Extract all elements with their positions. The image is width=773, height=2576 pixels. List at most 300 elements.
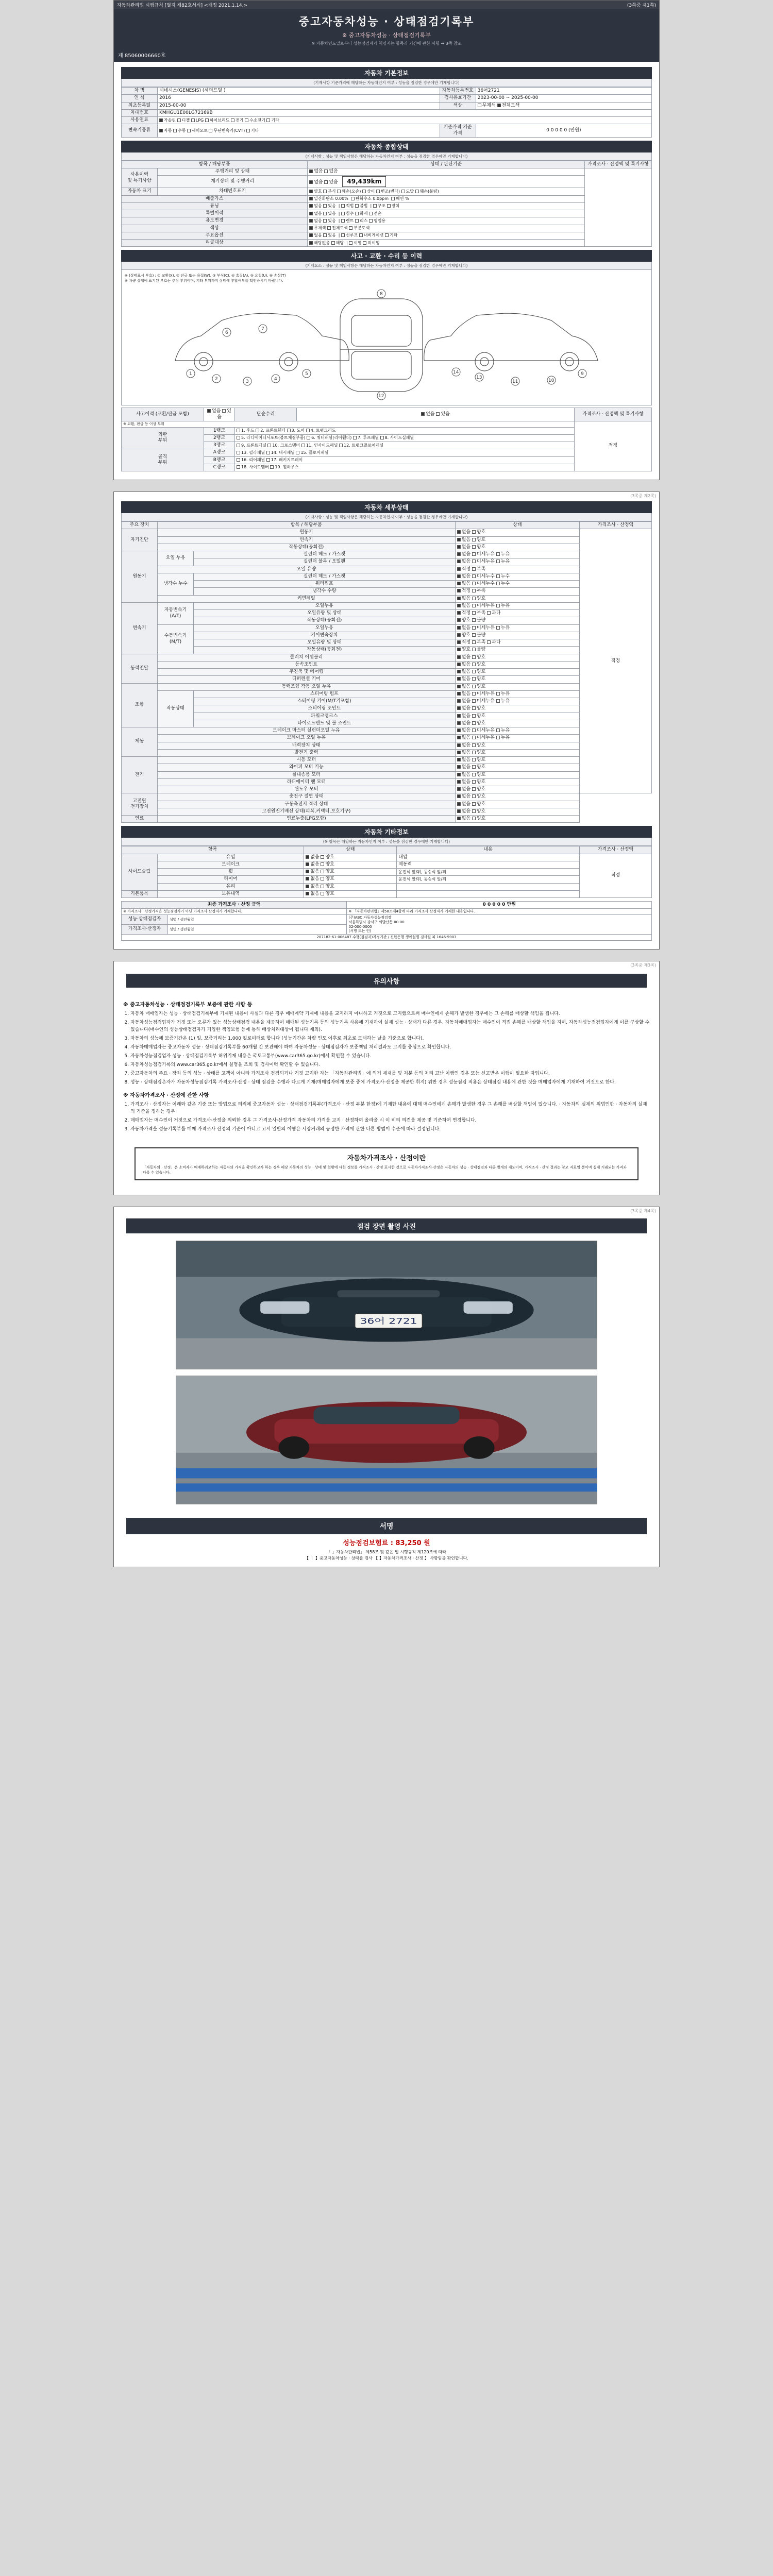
checkbox-tuning-none[interactable]: [309, 204, 313, 208]
checkbox-history-yes[interactable]: [324, 170, 328, 173]
checkbox-part-sidemember[interactable]: [237, 465, 240, 469]
checkbox-use-rent[interactable]: [341, 219, 345, 223]
checkbox-part-roofpanel[interactable]: [353, 436, 357, 439]
table-row: [122, 735, 652, 742]
checkbox-clutch-none[interactable]: [457, 655, 461, 659]
checkbox-steerpump-none[interactable]: [457, 692, 461, 696]
table-row: [122, 778, 652, 786]
checkbox-waterpump-leak[interactable]: [496, 582, 500, 585]
detail-sub-tierod: 타이로드엔드 및 볼 조인트: [194, 720, 456, 727]
checkbox-fuelleak-good[interactable]: [472, 817, 476, 820]
accident-rank-1: 1랭크: [204, 427, 235, 434]
checkbox-trans-auto[interactable]: [159, 129, 163, 132]
checkbox-eng-block-leak[interactable]: [496, 560, 500, 563]
checkbox-opt-yes[interactable]: [323, 233, 327, 237]
accident-legend-2: ※ 차량 상태에 표기된 부호는 추정 부위이며, 기타 부위까지 상태에 부합여부를 확인하시기 바랍니다.: [125, 279, 283, 283]
table-row: [122, 661, 652, 668]
checkbox-at-op-bad[interactable]: [472, 618, 476, 622]
checkbox-clutch-good[interactable]: [472, 655, 476, 659]
checkbox-part-floorpanel[interactable]: [296, 451, 299, 454]
checkbox-simple-yes[interactable]: [436, 412, 440, 416]
checkbox-mt-leak-leak[interactable]: [496, 626, 500, 630]
checkbox-eng-head-micro[interactable]: [472, 552, 476, 556]
checkbox-tuning-illegal[interactable]: [355, 204, 359, 208]
table-row: [122, 449, 652, 456]
checkbox-sd-idle-none[interactable]: [457, 545, 461, 549]
checkbox-glass-none[interactable]: [306, 885, 309, 888]
overall-cat-color: 색상: [122, 225, 308, 232]
table-row: [122, 210, 652, 217]
accident-group-exterior: 외판 부위: [122, 427, 204, 449]
checkbox-mt-oil-low[interactable]: [472, 640, 476, 644]
checkbox-cool-head-leak[interactable]: [496, 574, 500, 578]
accident-diagram-area: [121, 270, 652, 405]
checkbox-use-business[interactable]: [369, 219, 373, 223]
checkbox-blower-good[interactable]: [472, 773, 476, 776]
detail-item-windowmotor: 윈도우 모터: [158, 786, 456, 793]
checkbox-part-door[interactable]: [287, 429, 291, 432]
detail-state-tierod: 없음 양호: [455, 720, 579, 727]
checkbox-radiatorfan-none[interactable]: [457, 780, 461, 784]
table-row: [122, 188, 652, 195]
checkbox-simple-none[interactable]: [421, 412, 425, 416]
photos-header: 점검 장면 촬영 사진: [126, 1218, 647, 1233]
checkbox-eng-block-none[interactable]: [457, 560, 461, 563]
checkbox-recall-notdone[interactable]: [363, 241, 366, 245]
checkbox-use-yes[interactable]: [323, 219, 327, 223]
detail-state-steergear: 없음 미세누유 누유: [455, 698, 579, 705]
checkbox-steergear-leak[interactable]: [496, 699, 500, 703]
checkbox-mt-op-good[interactable]: [457, 648, 461, 651]
checkbox-part-packagetray[interactable]: [266, 458, 270, 462]
detail-item-battery-isolation: 구동축전지 격리 상태: [158, 801, 456, 808]
checkbox-steergear-micro[interactable]: [472, 699, 476, 703]
overall-state-recall: 해당없음 해당 | 이행 미이행: [308, 240, 585, 247]
checkbox-eng-head-none[interactable]: [457, 552, 461, 556]
checkbox-windowmotor-good[interactable]: [472, 787, 476, 791]
svg-text:14: 14: [453, 370, 459, 376]
checkbox-at-op-good[interactable]: [457, 618, 461, 622]
overall-cat-special: 특별이력: [122, 210, 308, 217]
checkbox-tierod-good[interactable]: [472, 721, 476, 725]
overall-state-color: 무채색 전체도색 부분도색: [308, 225, 585, 232]
detail-item-wiper: 와이퍼 모터 기능: [158, 764, 456, 771]
checkbox-propshaft-none[interactable]: [457, 670, 461, 673]
checkbox-mt-op-bad[interactable]: [472, 648, 476, 651]
checkbox-tuning-legal[interactable]: [341, 204, 345, 208]
checkbox-meter-none[interactable]: [309, 180, 313, 184]
detail-col-state: 상태: [455, 522, 579, 529]
checkbox-steerpump-micro[interactable]: [472, 692, 476, 696]
signature-header: 서명: [126, 1518, 647, 1534]
checkbox-inflow-none[interactable]: [306, 855, 309, 859]
checkbox-batiso-none[interactable]: [457, 802, 461, 806]
checkbox-opt-navigation[interactable]: [359, 233, 363, 237]
checkbox-mastercyl-micro[interactable]: [472, 728, 476, 732]
checkbox-fuel-lpg[interactable]: [191, 118, 195, 122]
table-row: [122, 654, 652, 661]
checkbox-emission-hc[interactable]: [351, 197, 355, 200]
checkbox-part-hood[interactable]: [237, 429, 240, 432]
pricing-value: 0 0 0 0 0 만원: [347, 902, 652, 909]
checkbox-oilamount-low[interactable]: [472, 567, 476, 571]
detail-state-booster: 없음 양호: [455, 742, 579, 749]
checkbox-psleak-none[interactable]: [457, 685, 461, 688]
overall-col-item: 항목 / 해당부품: [122, 161, 308, 168]
checkbox-wiper-good[interactable]: [472, 765, 476, 769]
etc-content-glass: [397, 883, 580, 890]
checkbox-recall-yes[interactable]: [331, 241, 335, 245]
checkbox-emission-co[interactable]: [309, 197, 313, 200]
page-3: [113, 961, 660, 1195]
checkbox-commonrail-good[interactable]: [472, 597, 476, 600]
checkbox-inflow-good[interactable]: [321, 855, 324, 859]
checkbox-fuel-other[interactable]: [266, 118, 270, 122]
checkbox-propshaft-good[interactable]: [472, 670, 476, 673]
checkbox-batiso-good[interactable]: [472, 802, 476, 806]
checkbox-fuel-gasoline[interactable]: [159, 118, 163, 122]
checkbox-colorstate-full[interactable]: [327, 226, 331, 230]
checkbox-alternator-none[interactable]: [457, 751, 461, 754]
checkbox-wheel-none[interactable]: [306, 870, 309, 873]
checkbox-trans-manual[interactable]: [173, 129, 177, 132]
checkbox-fuel-electric[interactable]: [231, 118, 234, 122]
checkbox-waterpump-none[interactable]: [457, 582, 461, 585]
basic-value-color: 무채색 전체도색: [476, 102, 651, 109]
checkbox-sd-engine-good[interactable]: [472, 530, 476, 534]
table-row: [122, 558, 652, 566]
table-row: [122, 109, 652, 116]
checkbox-special-yes[interactable]: [323, 212, 327, 215]
checkbox-part-wheelhouse[interactable]: [270, 465, 274, 469]
checkbox-trans-semi[interactable]: [187, 129, 191, 132]
checkbox-cvjoint-good[interactable]: [472, 663, 476, 666]
checkbox-emission-smoke[interactable]: [391, 197, 395, 200]
checkbox-mt-gear-good[interactable]: [457, 633, 461, 637]
overall-cat-recall: 리콜대상: [122, 240, 308, 247]
svg-text:1: 1: [189, 371, 192, 377]
checkbox-steerjoint-good[interactable]: [472, 706, 476, 710]
checkbox-eng-head-leak[interactable]: [496, 552, 500, 556]
checkbox-part-pillarpanel[interactable]: [237, 451, 240, 454]
basic-value-vin: KMHGU1E00LG72169B: [158, 109, 652, 116]
detail-sub-coolant-head: 실린더 헤드 / 가스켓: [194, 573, 456, 580]
checkbox-mt-leak-none[interactable]: [457, 626, 461, 630]
checkbox-part-trunklid[interactable]: [306, 429, 310, 432]
checkbox-part-crossmember[interactable]: [267, 444, 271, 447]
checkbox-part-rearpanel[interactable]: [237, 458, 240, 462]
checkbox-part-frontfender[interactable]: [256, 429, 259, 432]
checkbox-diffgear-none[interactable]: [457, 677, 461, 681]
table-row: [122, 883, 652, 890]
checkbox-sd-idle-good[interactable]: [472, 545, 476, 549]
table-row: [122, 683, 652, 690]
checkbox-mastercyl-leak[interactable]: [496, 728, 500, 732]
svg-text:13: 13: [476, 375, 482, 381]
checkbox-at-oil-ok[interactable]: [457, 611, 461, 615]
detail-state-waterpump: 없음 미세누수 누수: [455, 581, 579, 588]
checkbox-wheel-good[interactable]: [321, 870, 324, 873]
checkbox-fuel-hybrid[interactable]: [205, 118, 209, 122]
etc-state-wheel: 없음 양호: [304, 869, 397, 876]
checkbox-coolamount-low[interactable]: [472, 589, 476, 592]
checkbox-mastercyl-none[interactable]: [457, 728, 461, 732]
checkbox-glass-good[interactable]: [321, 885, 324, 888]
checkbox-color-solid[interactable]: [497, 104, 501, 107]
etc-item-wheel: 휠: [158, 869, 304, 876]
checkbox-special-flood[interactable]: [341, 212, 345, 215]
checkbox-powercrank-none[interactable]: [457, 714, 461, 718]
table-row: [122, 176, 652, 188]
table-row: [122, 544, 652, 551]
checkbox-use-lease[interactable]: [355, 219, 359, 223]
checkbox-vin-corrosion[interactable]: [323, 190, 327, 193]
notice-section1-title: ※ 중고자동차성능 · 상태점검기록부 보증에 관한 사항 등: [123, 1002, 253, 1008]
section-accident-header: 사고 · 교환 · 수리 등 이력: [121, 250, 652, 262]
detail-group-selfdiag: 자기진단: [122, 529, 158, 551]
table-row: [122, 617, 652, 624]
detail-state-brakeoil: 없음 미세누유 누유: [455, 735, 579, 742]
detail-state-oilamount: 적정 부족: [455, 566, 579, 573]
detail-state-blower: 없음 양호: [455, 771, 579, 778]
table-row: [122, 240, 652, 247]
detail-state-at-operation: 양호 불량: [455, 617, 579, 624]
checkbox-vin-damage[interactable]: [337, 190, 341, 193]
table-row: [122, 861, 652, 868]
emission-hc-value: 0.0ppm: [373, 196, 389, 201]
photo-underbody-image: [176, 1376, 597, 1504]
page-number-2: (3쪽중 제2쪽): [630, 494, 656, 498]
checkbox-at-leak-micro[interactable]: [472, 604, 476, 607]
table-row: [122, 95, 652, 102]
checkbox-brakeoil-none[interactable]: [457, 736, 461, 739]
checkbox-oilamount-ok[interactable]: [457, 567, 461, 571]
checkbox-at-oil-high[interactable]: [487, 611, 491, 615]
checkbox-sd-trans-good[interactable]: [472, 538, 476, 541]
checkbox-accident-none[interactable]: [207, 409, 211, 413]
section-etc-sub: (※ 항목은 해당하는 자동차인지 여부 : 성능을 점검한 경우에만 기재합니다): [121, 838, 652, 846]
checkbox-vin-good[interactable]: [309, 190, 313, 193]
checkbox-booster-none[interactable]: [457, 743, 461, 747]
detail-item-at: 자동변속기 (A/T): [158, 602, 194, 624]
accident-note-value: 적정: [575, 421, 652, 471]
checkbox-wiper-none[interactable]: [457, 765, 461, 769]
checkbox-startmotor-good[interactable]: [472, 758, 476, 761]
basic-label-year: 연 식: [122, 95, 158, 102]
checkbox-blower-none[interactable]: [457, 773, 461, 776]
checkbox-vin-bad[interactable]: [415, 190, 419, 193]
table-row: [122, 676, 652, 683]
checkbox-tire-none[interactable]: [306, 877, 309, 880]
guarantee-title: 자동차가격조사 · 산정이란: [347, 1154, 426, 1162]
page-number-3: (3쪽중 제3쪽): [630, 962, 656, 968]
overall-state-emission: 일산화탄소 0.00% 탄화수소 0.0ppm 매연 %: [308, 195, 585, 202]
guarantee-box: [135, 1147, 638, 1180]
list-item: 2. 매매업자는 매수인이 거짓으로 가격조사·산정을 의뢰한 경우 그 가격조사·산정가격 자동차의 가격을 교지 · 산정하여 올라올 시 이 비의 의견을 제공 및 기준하여 변경합니다.: [130, 1117, 650, 1125]
checkbox-booster-good[interactable]: [472, 743, 476, 747]
accident-summary-table: [121, 408, 652, 471]
pricing-appraiser-info: [168, 925, 347, 935]
checkbox-color-none[interactable]: [478, 104, 481, 107]
etc-col-note: 가격조사 · 산정액: [580, 846, 652, 854]
checkbox-mt-oil-high[interactable]: [487, 640, 491, 644]
checkbox-use-none[interactable]: [309, 219, 313, 223]
checkbox-basic-none[interactable]: [306, 892, 309, 895]
etc-content-brake: [397, 861, 580, 868]
etc-col-state: 상태: [304, 846, 397, 854]
checkbox-hvwire-none[interactable]: [457, 809, 461, 813]
checkbox-tuning-structure[interactable]: [373, 204, 377, 208]
checkbox-powercrank-good[interactable]: [472, 714, 476, 718]
detail-item-radiatorfan: 라디에이터 팬 모터: [158, 778, 456, 786]
detail-sub-at-leak: 오일누유: [194, 602, 456, 609]
checkbox-coolamount-ok[interactable]: [457, 589, 461, 592]
checkbox-tierod-none[interactable]: [457, 721, 461, 725]
checkbox-history-none[interactable]: [309, 170, 313, 173]
checkbox-opt-etc[interactable]: [385, 233, 389, 237]
checkbox-part-sidesill[interactable]: [380, 436, 384, 439]
notice-section2-title: ※ 자동차가격조사 · 산정에 관한 사항: [123, 1092, 209, 1098]
checkbox-tuning-yes[interactable]: [323, 204, 327, 208]
checkbox-steergear-none[interactable]: [457, 699, 461, 703]
checkbox-windowmotor-none[interactable]: [457, 787, 461, 791]
checkbox-basic-good[interactable]: [321, 892, 324, 895]
table-row: [122, 705, 652, 713]
checkbox-fuelleak-none[interactable]: [457, 817, 461, 820]
checkbox-at-oil-low[interactable]: [472, 611, 476, 615]
etc-state-brake: 없음 양호: [304, 861, 397, 868]
checkbox-trans-cvt[interactable]: [209, 129, 212, 132]
detail-state-clutch: 없음 양호: [455, 654, 579, 661]
etc-item-brake: 브레이크: [158, 861, 304, 868]
checkbox-opt-none[interactable]: [309, 233, 313, 237]
checkbox-commonrail-none[interactable]: [457, 597, 461, 600]
detail-state-wiper: 없음 양호: [455, 764, 579, 771]
checkbox-part-frontpanel[interactable]: [237, 444, 240, 447]
checkbox-part-radiatorsupport[interactable]: [237, 436, 240, 439]
detail-sub-steerpump: 스티어링 펌프: [194, 690, 456, 698]
pricing-footer: 207182-61-006487 수행(점검자)지정기관 / 신한은행 생애설별 검사원 피 1646-5903: [122, 935, 652, 941]
detail-group-powertrain: 동력전달: [122, 654, 158, 683]
list-item: 3. 자동차가격을 성능기록부를 매매 가격조사 산정의 기준이 아니고 고시 일반의 이행은 시장거래의 공정한 가격에 관한 다른 방법이 수준에 따라 결정됩니다.: [130, 1126, 650, 1133]
checkbox-colorstate-partial[interactable]: [349, 226, 352, 230]
checkbox-colorstate-none[interactable]: [309, 226, 313, 230]
checkbox-sd-engine-none[interactable]: [457, 530, 461, 534]
checkbox-special-total[interactable]: [369, 212, 373, 215]
accident-note-header: 가격조사 · 산정액 및 특기사항: [575, 408, 652, 421]
checkbox-trans-other[interactable]: [246, 129, 250, 132]
checkbox-tire-good[interactable]: [321, 877, 324, 880]
checkbox-part-quarterpanel[interactable]: [307, 436, 310, 439]
checkbox-mt-gear-bad[interactable]: [472, 633, 476, 637]
checkbox-sd-trans-none[interactable]: [457, 538, 461, 541]
detail-sub-mt-leak: 오일누유: [194, 624, 456, 632]
document-number: 제 85060006660호: [114, 49, 659, 62]
overall-col-state: 상태 / 판단기준: [308, 161, 585, 168]
checkbox-psleak-good[interactable]: [472, 685, 476, 688]
pricing-label-appraiser: 가격조사·산정자: [122, 925, 168, 935]
detail-state-radiatorfan: 없음 양호: [455, 778, 579, 786]
fee-label: 성능점검보험료 :: [343, 1539, 393, 1547]
checkbox-steerpump-leak[interactable]: [496, 692, 500, 696]
checkbox-special-none[interactable]: [309, 212, 313, 215]
list-item: 1. 가격조사 · 산정자는 이래와 같은 기준 또는 방법으로 의뢰에 중고자동차 성능 · 상태점검기록부(가격조사 · 산정 부분 한정)에 기재한 내용에 대해 매수인에게 손해가 발생한 경우 그 손해를 배상할 책임이 있습니다. · 자동차의 실제의 위법인한 · 자동차의 실제의 기준을 정하는 경우: [130, 1101, 650, 1116]
svg-text:12: 12: [378, 394, 384, 399]
checkbox-vin-erased[interactable]: [401, 190, 405, 193]
etc-col-content: 내용: [397, 846, 580, 854]
checkbox-cvjoint-none[interactable]: [457, 663, 461, 666]
checkbox-tuning-device[interactable]: [387, 204, 391, 208]
checkbox-brakeoil-leak[interactable]: [496, 736, 500, 739]
checkbox-part-dashpanel[interactable]: [266, 451, 270, 454]
overall-state-vinmark: 양호 부식 훼손(오손) 상이 변조(변타) 도말 훼손(불량): [308, 188, 585, 195]
detail-item-propshaft: 추진축 및 베어링: [158, 669, 456, 676]
checkbox-part-trunkfloor[interactable]: [339, 444, 343, 447]
etc-group-sideslip: 사이드슬립: [122, 854, 158, 890]
detail-state-at-oil: 적정 부족 과다: [455, 610, 579, 617]
overall-item-mileage-state: 주행거리 및 상태: [158, 168, 308, 176]
etc-state-glass: 없음 양호: [304, 883, 397, 890]
checkbox-alternator-good[interactable]: [472, 751, 476, 754]
detail-item-idle: 작동상태(공회전): [158, 544, 456, 551]
pricing-inspector-name-label: 성명 / 생년월일: [170, 917, 194, 922]
detail-state-selfdiag-engine: 없음 양호: [455, 529, 579, 536]
checkbox-at-leak-none[interactable]: [457, 604, 461, 607]
detail-state-mt-operation: 양호 불량: [455, 647, 579, 654]
basic-info-table: [121, 87, 652, 138]
checkbox-startmotor-none[interactable]: [457, 758, 461, 761]
detail-item-mt: 수동변속기 (M/T): [158, 624, 194, 654]
checkbox-hvwire-good[interactable]: [472, 809, 476, 813]
checkbox-vin-altered[interactable]: [376, 190, 380, 193]
checkbox-eng-block-micro[interactable]: [472, 560, 476, 563]
detail-sub-block-oilpan: 실린더 블록 / 오일팬: [194, 558, 456, 566]
checkbox-cool-head-none[interactable]: [457, 574, 461, 578]
checkbox-recall-none[interactable]: [309, 241, 313, 245]
detail-state-mt-leak: 없음 미세누유 누유: [455, 624, 579, 632]
checkbox-brakeoil-micro[interactable]: [472, 736, 476, 739]
checkbox-recall-done[interactable]: [349, 241, 352, 245]
etc-item-tire: 타이어: [158, 876, 304, 883]
detail-item-brakeoil: 브레이크 오일 누유: [158, 735, 456, 742]
table-row: [122, 786, 652, 793]
checkbox-waterpump-micro[interactable]: [472, 582, 476, 585]
checkbox-chargeport-none[interactable]: [457, 794, 461, 798]
checkbox-radiatorfan-good[interactable]: [472, 780, 476, 784]
checkbox-etcbrake-good[interactable]: [321, 862, 324, 866]
checkbox-mt-leak-micro[interactable]: [472, 626, 476, 630]
checkbox-chargeport-good[interactable]: [472, 794, 476, 798]
checkbox-fuel-hydrogen[interactable]: [245, 118, 248, 122]
checkbox-accident-yes[interactable]: [222, 409, 226, 413]
checkbox-cool-head-micro[interactable]: [472, 574, 476, 578]
checkbox-steerjoint-none[interactable]: [457, 706, 461, 710]
detail-state-powercrank: 없음 양호: [455, 713, 579, 720]
checkbox-diffgear-good[interactable]: [472, 677, 476, 681]
accident-parts-rank1: 1. 후드 2. 프론트휀더 3. 도어 4. 트렁크리드: [235, 427, 575, 434]
checkbox-meter-yes[interactable]: [324, 180, 328, 184]
checkbox-etcbrake-none[interactable]: [306, 862, 309, 866]
checkbox-part-insidepanel[interactable]: [301, 444, 305, 447]
checkbox-fuel-diesel[interactable]: [177, 118, 181, 122]
checkbox-opt-sunroof[interactable]: [341, 233, 345, 237]
checkbox-mt-oil-ok[interactable]: [457, 640, 461, 644]
checkbox-vin-diff[interactable]: [362, 190, 366, 193]
table-row: [122, 573, 652, 580]
checkbox-at-leak-leak[interactable]: [496, 604, 500, 607]
detail-state-diffgear: 없음 양호: [455, 676, 579, 683]
checkbox-special-fire[interactable]: [355, 212, 359, 215]
